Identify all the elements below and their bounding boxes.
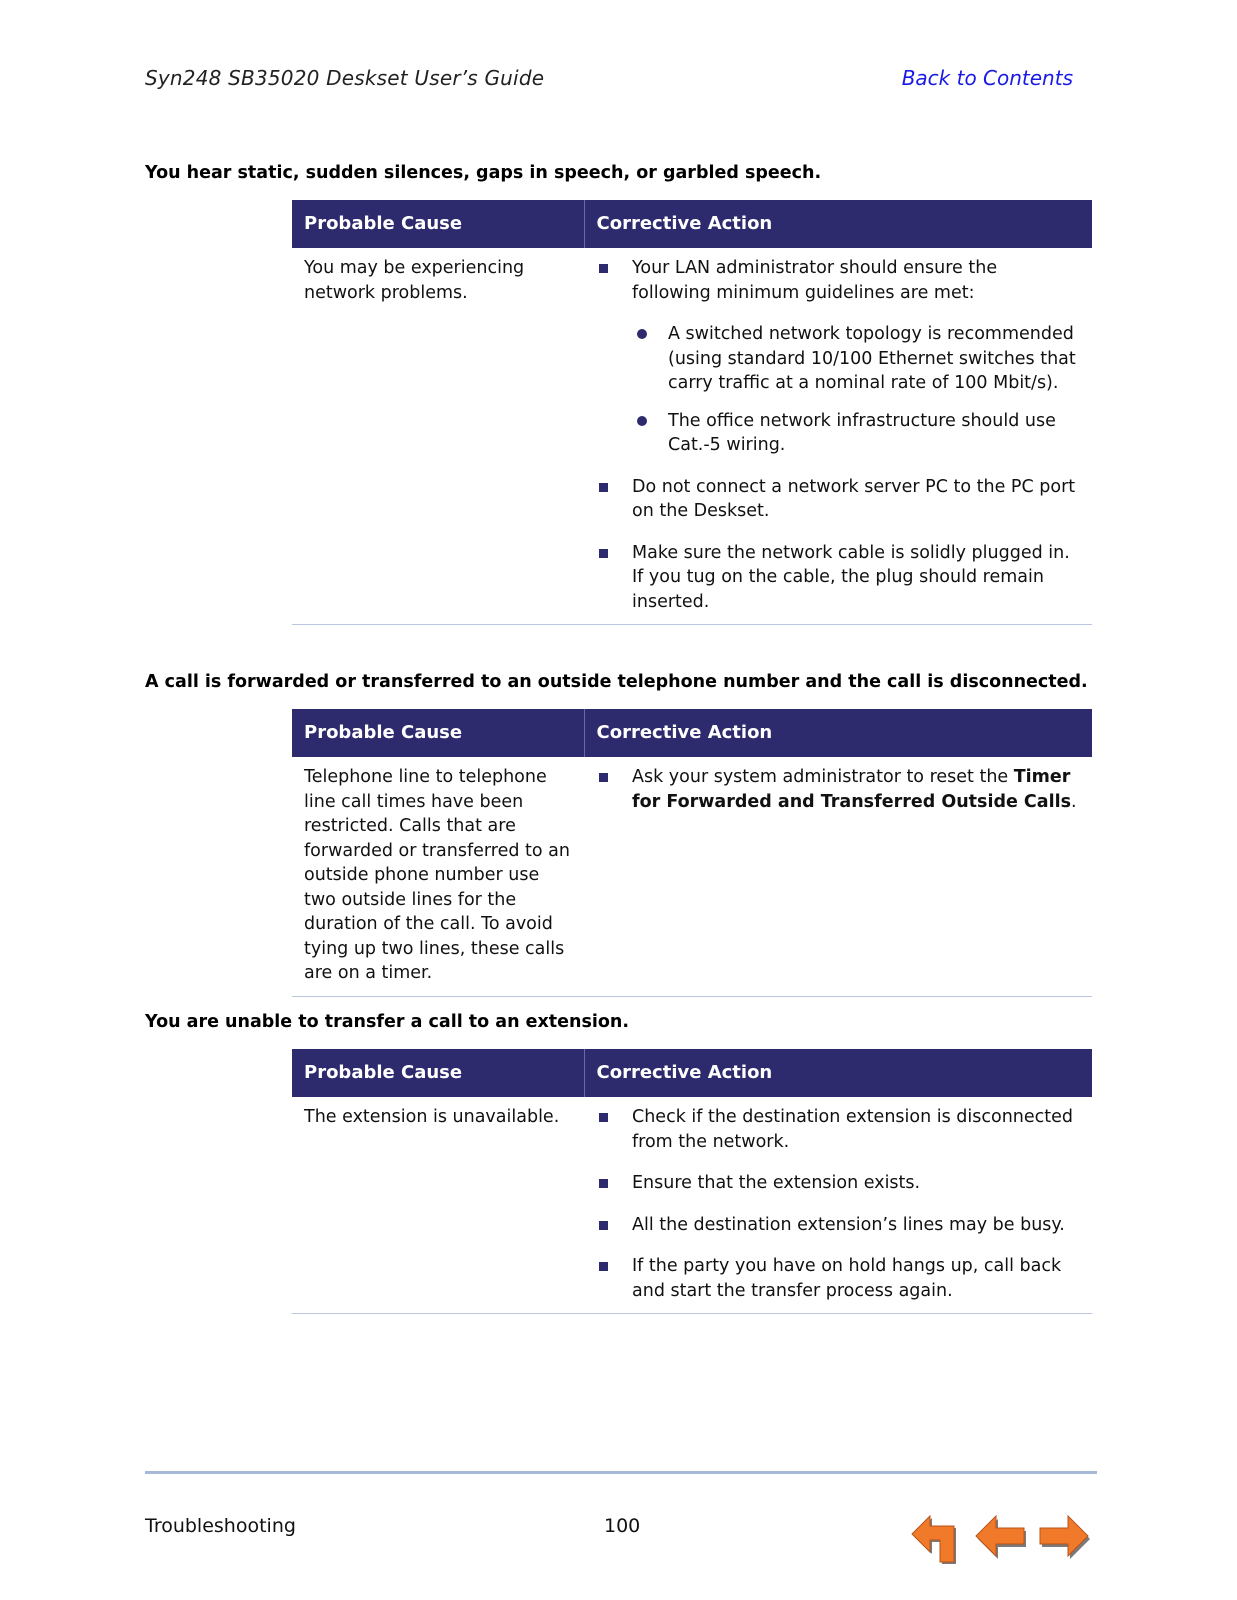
- square-bullet-icon: [599, 264, 608, 273]
- table-row: [292, 1097, 1092, 1314]
- action-item: All the destination extension’s lines may be busy.: [596, 1213, 1080, 1238]
- probable-cause-header: Probable Cause: [292, 709, 584, 757]
- next-page-button[interactable]: [1036, 1510, 1092, 1566]
- action-item: Make sure the network cable is solidly plugged in. If you tug on the cable, the plug should remain inserted.: [596, 541, 1080, 615]
- home-back-button[interactable]: [908, 1510, 964, 1566]
- previous-page-button[interactable]: [972, 1510, 1028, 1566]
- section-title: A call is forwarded or transferred to an outside telephone number and the call is disconnected.: [145, 672, 1088, 692]
- action-cell: [584, 1097, 1092, 1314]
- footer-section-name: Troubleshooting: [145, 1515, 296, 1537]
- table-row: [292, 757, 1092, 996]
- setting-name: Timer for Forwarded and Transferred Outside Calls: [632, 767, 1071, 812]
- round-bullet-icon: [637, 416, 647, 426]
- action-item: Check if the destination extension is disconnected from the network.: [596, 1105, 1080, 1154]
- square-bullet-icon: [599, 1262, 608, 1271]
- corrective-action-header: Corrective Action: [584, 1049, 1092, 1097]
- probable-cause-header: Probable Cause: [292, 200, 584, 248]
- square-bullet-icon: [599, 1113, 608, 1122]
- back-to-contents-link[interactable]: Back to Contents: [901, 66, 1073, 90]
- action-item: Ask your system administrator to reset the Timer for Forwarded and Transferred Outside Calls.: [596, 765, 1080, 814]
- document-title: Syn248 SB35020 Deskset User’s Guide: [145, 66, 545, 90]
- action-cell: [584, 248, 1092, 625]
- action-item: Your LAN administrator should ensure the following minimum guidelines are met: A switched network topology is recommended (using standard 10/100 Ethernet switches that carry traffic at a nominal rate of 100 Mbit/s). The office network infrastructure should use Cat.-5 wiring.: [596, 256, 1080, 458]
- corrective-action-header: Corrective Action: [584, 709, 1092, 757]
- next-page-icon: [1036, 1510, 1092, 1566]
- sub-action-item: A switched network topology is recommended (using standard 10/100 Ethernet switches that carry traffic at a nominal rate of 100 Mbit/s).: [632, 322, 1080, 396]
- previous-page-icon: [972, 1510, 1028, 1566]
- table-row: [292, 248, 1092, 625]
- troubleshoot-table: [292, 200, 1092, 625]
- troubleshoot-table: [292, 709, 1092, 997]
- section-title: You are unable to transfer a call to an extension.: [145, 1012, 630, 1032]
- home-back-icon: [908, 1510, 964, 1566]
- action-item: Ensure that the extension exists.: [596, 1171, 1080, 1196]
- cause-cell: Telephone line to telephone line call times have been restricted. Calls that are forwarded or transferred to an outside phone number use two outside lines for the duration of the call. To avoid tying up two lines, these calls are on a timer.: [292, 757, 584, 996]
- section-title: You hear static, sudden silences, gaps in speech, or garbled speech.: [145, 163, 822, 183]
- square-bullet-icon: [599, 773, 608, 782]
- corrective-action-header: Corrective Action: [584, 200, 1092, 248]
- action-item: Do not connect a network server PC to the PC port on the Deskset.: [596, 475, 1080, 524]
- page-navigation: [908, 1510, 1094, 1566]
- square-bullet-icon: [599, 483, 608, 492]
- action-item: If the party you have on hold hangs up, call back and start the transfer process again.: [596, 1254, 1080, 1303]
- footer-divider: [145, 1471, 1097, 1474]
- probable-cause-header: Probable Cause: [292, 1049, 584, 1097]
- action-cell: [584, 757, 1092, 996]
- square-bullet-icon: [599, 1179, 608, 1188]
- troubleshoot-table: [292, 1049, 1092, 1314]
- square-bullet-icon: [599, 549, 608, 558]
- cause-cell: The extension is unavailable.: [292, 1097, 584, 1314]
- sub-action-item: The office network infrastructure should use Cat.-5 wiring.: [632, 409, 1080, 458]
- page-number: 100: [604, 1515, 641, 1537]
- cause-cell: You may be experiencing network problems.: [292, 248, 584, 625]
- square-bullet-icon: [599, 1221, 608, 1230]
- round-bullet-icon: [637, 329, 647, 339]
